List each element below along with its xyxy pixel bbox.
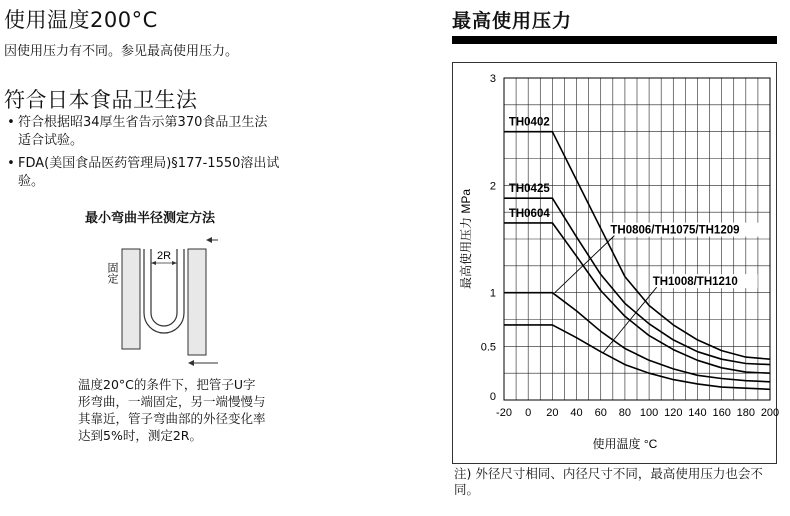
y-tick-label: 0 [489,391,496,403]
moving-plate [188,249,206,355]
bend-test-note: 温度20°C的条件下，把管子U字形弯曲，一端固定，另一端慢慢与其靠近，管子弯曲部的外径变化率达到5%时，测定2R。 [78,377,266,443]
bend-test-title: 最小弯曲半径测定方法 [85,211,216,226]
x-tick-label: 0 [525,407,532,419]
x-tick-label: 40 [570,407,583,419]
pressure-footnote: 注) 外径尺寸相同、内径尺寸不同，最高使用压力也会不同。 [454,466,763,497]
x-tick-label: 80 [618,407,632,419]
x-tick-label: 100 [639,407,659,419]
bullet-1-line2: 适合试验。 [18,133,84,148]
fixed-label: 固定 [106,262,118,284]
series-label-2: TH0425 [508,183,550,196]
bullet-1: • 符合根据昭34厚生省告示第370食品卫生法 适合试验。 [7,115,268,148]
bullet-2-line1: FDA(美国食品医药管理局)§177-1550溶出试 [18,156,280,171]
y-tick-label: 1 [489,287,496,300]
x-tick-label: 200 [760,407,780,419]
x-tick-label: -20 [496,407,512,419]
y-axis-label: 最高使用压力 MPa [459,188,473,290]
push-arrow-bottom [188,360,194,366]
food-hygiene-title: 符合日本食品卫生法 [4,88,198,112]
series-label-4: TH0806/TH1075/TH1209 [610,224,740,237]
chart-axes [458,73,779,451]
callout-leader-5 [603,287,657,353]
y-tick-label: 0.5 [480,341,496,354]
push-arrow-top [206,237,212,243]
fixed-plate [122,249,140,349]
temperature-subtitle: 因使用压力有不同。参见最高使用压力。 [4,44,239,59]
x-tick-label: 60 [594,407,607,419]
series-label-3: TH0604 [508,207,550,220]
x-tick-label: 140 [688,407,707,419]
x-tick-label: 20 [546,407,559,419]
temperature-title: 使用温度200°C [4,8,158,32]
bullet-1-line1: 符合根据昭34厚生省告示第370食品卫生法 [18,115,268,130]
chart-callouts [509,117,768,353]
y-tick-label: 2 [489,180,496,193]
series-label-1: TH0402 [508,116,550,129]
bullet-2-line2: 验。 [18,174,45,189]
x-tick-label: 120 [664,407,683,419]
radius-label: 2R [156,250,172,262]
bend-test-diagram [100,235,220,370]
radius-arrow-left [151,261,156,265]
series-label-5: TH1008/TH1210 [652,276,738,289]
pressure-chart [452,62,780,464]
radius-arrow-right [172,261,177,265]
callout-leader-4 [555,236,615,293]
x-tick-label: 180 [736,407,755,419]
x-axis-label: 使用温度 °C [592,437,658,451]
bullet-2: • FDA(美国食品医药管理局)§177-1550溶出试 验。 [7,156,280,189]
title-underline [452,36,777,44]
pressure-title: 最高使用压力 [452,10,573,32]
x-tick-label: 160 [712,407,731,419]
y-tick-label: 3 [489,73,496,85]
